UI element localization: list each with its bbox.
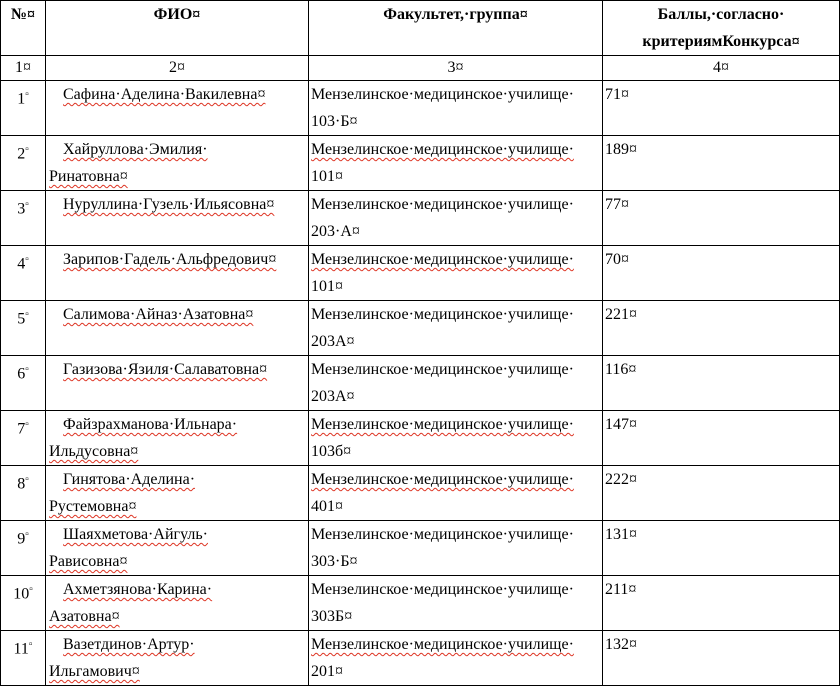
score-value: 221¤ xyxy=(605,306,637,323)
score-cell xyxy=(603,576,840,631)
faculty-cell xyxy=(309,576,603,631)
table-row xyxy=(1,466,840,521)
score-value: 132¤ xyxy=(605,636,637,653)
name-cell xyxy=(46,576,309,631)
row-number: 4 xyxy=(17,255,26,273)
name-cell xyxy=(46,136,309,191)
full-name-line1: Салимова·Айназ·Азатовна¤ xyxy=(63,306,254,323)
row-number-cell xyxy=(1,631,46,686)
full-name-line1: Шаяхметова·Айгуль· xyxy=(63,526,208,543)
score-cell xyxy=(603,466,840,521)
row-number-cell xyxy=(1,466,46,521)
full-name-line2: Ильдусовна¤ xyxy=(49,443,139,460)
faculty-line2: 103·Б¤ xyxy=(311,113,358,130)
full-name-line1: Гинятова·Аделина· xyxy=(63,471,196,488)
faculty-cell xyxy=(309,356,603,411)
header-score-line2: критериямКонкурса¤ xyxy=(642,33,800,50)
faculty-line1: Мензелинское·медицинское·училище· xyxy=(311,306,574,323)
name-cell xyxy=(46,191,309,246)
full-name-line2: Ильгамович¤ xyxy=(49,663,140,680)
faculty-line2: 201¤ xyxy=(311,663,343,680)
name-cell xyxy=(46,301,309,356)
column-number-3: 3¤ xyxy=(309,56,603,81)
row-number-cell xyxy=(1,576,46,631)
faculty-line1: Мензелинское·медицинское·училище· xyxy=(311,141,574,158)
cell-end-mark: ▫ xyxy=(25,419,29,430)
row-number: 7 xyxy=(17,420,26,438)
faculty-line1: Мензелинское·медицинское·училище· xyxy=(311,86,574,103)
name-cell xyxy=(46,466,309,521)
header-score xyxy=(603,1,840,56)
row-number: 2 xyxy=(17,145,26,163)
full-name-line1: Сафина·Аделина·Вакилевна¤ xyxy=(63,86,266,103)
faculty-line2: 103б¤ xyxy=(311,443,352,460)
faculty-cell xyxy=(309,631,603,686)
cell-end-mark: ▫ xyxy=(25,309,29,320)
full-name-line1: Хайруллова·Эмилия· xyxy=(63,141,208,158)
header-score-line1: Баллы,·согласно· xyxy=(657,6,785,23)
score-cell xyxy=(603,411,840,466)
faculty-line1: Мензелинское·медицинское·училище· xyxy=(311,251,574,268)
score-value: 147¤ xyxy=(605,416,637,433)
table-row xyxy=(1,356,840,411)
faculty-cell xyxy=(309,411,603,466)
row-number: 11 xyxy=(13,640,29,658)
score-value: 211¤ xyxy=(605,581,637,598)
name-cell xyxy=(46,521,309,576)
score-cell xyxy=(603,631,840,686)
full-name-line2: Азатовна¤ xyxy=(49,608,120,625)
faculty-line2: 203·А¤ xyxy=(311,223,360,240)
full-name-line2: Ринатовна¤ xyxy=(49,168,128,185)
column-numbering-row xyxy=(1,56,840,81)
faculty-cell xyxy=(309,136,603,191)
cell-end-mark: ▫ xyxy=(25,474,29,485)
column-number-4: 4¤ xyxy=(603,56,840,81)
row-number-cell xyxy=(1,411,46,466)
cell-end-mark: ▫ xyxy=(25,364,29,375)
row-number-cell xyxy=(1,246,46,301)
row-number: 1 xyxy=(17,90,26,108)
row-number-cell xyxy=(1,301,46,356)
full-name-line1: Газизова·Язиля·Салаватовна¤ xyxy=(63,361,268,378)
score-value: 222¤ xyxy=(605,471,637,488)
cell-end-mark: ▫ xyxy=(25,89,29,100)
faculty-line1: Мензелинское·медицинское·училище· xyxy=(311,361,574,378)
header-faculty: Факультет,·группа¤ xyxy=(309,1,603,56)
row-number-cell xyxy=(1,191,46,246)
score-value: 71¤ xyxy=(605,86,629,103)
faculty-cell xyxy=(309,301,603,356)
name-cell xyxy=(46,411,309,466)
faculty-cell xyxy=(309,466,603,521)
header-name: ФИО¤ xyxy=(46,1,309,56)
row-number: 9 xyxy=(17,530,26,548)
score-cell xyxy=(603,521,840,576)
faculty-line2: 101¤ xyxy=(311,278,343,295)
score-cell xyxy=(603,191,840,246)
full-name-line1: Ахметзянова·Карина· xyxy=(63,581,213,598)
table-row xyxy=(1,301,840,356)
header-number: №¤ xyxy=(1,1,46,56)
score-value: 70¤ xyxy=(605,251,629,268)
table-row xyxy=(1,521,840,576)
faculty-line1: Мензелинское·медицинское·училище· xyxy=(311,196,574,213)
score-cell xyxy=(603,356,840,411)
table-row xyxy=(1,136,840,191)
row-number: 6 xyxy=(17,365,26,383)
cell-end-mark: ▫ xyxy=(28,639,33,650)
faculty-cell xyxy=(309,521,603,576)
faculty-line2: 203А¤ xyxy=(311,388,355,405)
name-cell xyxy=(46,356,309,411)
score-value: 77¤ xyxy=(605,196,629,213)
row-number-cell xyxy=(1,136,46,191)
column-number-1: 1¤ xyxy=(1,56,46,81)
table-row xyxy=(1,81,840,136)
full-name-line1: Зарипов·Гадель·Альфредович¤ xyxy=(63,251,277,268)
cell-end-mark: ▫ xyxy=(29,584,33,595)
cell-end-mark: ▫ xyxy=(25,144,29,155)
faculty-line2: 203А¤ xyxy=(311,333,355,350)
table-row xyxy=(1,246,840,301)
row-number-cell xyxy=(1,356,46,411)
score-cell xyxy=(603,136,840,191)
faculty-cell xyxy=(309,81,603,136)
row-number-cell xyxy=(1,521,46,576)
cell-end-mark: ▫ xyxy=(25,254,29,265)
faculty-line2: 401¤ xyxy=(311,498,343,515)
row-number: 5 xyxy=(17,310,26,328)
faculty-line2: 303Б¤ xyxy=(311,608,353,625)
faculty-line2: 101¤ xyxy=(311,168,343,185)
header-row xyxy=(1,1,840,56)
row-number: 8 xyxy=(17,475,26,493)
row-number-cell xyxy=(1,81,46,136)
cell-end-mark: ▫ xyxy=(25,529,29,540)
name-cell xyxy=(46,631,309,686)
full-name-line2: Рустемовна¤ xyxy=(49,498,137,515)
column-number-2: 2¤ xyxy=(46,56,309,81)
name-cell xyxy=(46,246,309,301)
table-row xyxy=(1,631,840,686)
full-name-line1: Файзрахманова·Ильнара· xyxy=(63,416,238,433)
score-cell xyxy=(603,301,840,356)
faculty-line1: Мензелинское·медицинское·училище· xyxy=(311,471,574,488)
score-value: 116¤ xyxy=(605,361,637,378)
table-row xyxy=(1,191,840,246)
name-cell xyxy=(46,81,309,136)
faculty-line1: Мензелинское·медицинское·училище· xyxy=(311,581,574,598)
full-name-line1: Вазетдинов·Артур· xyxy=(63,636,195,653)
faculty-cell xyxy=(309,191,603,246)
full-name-line2: Рависовна¤ xyxy=(49,553,128,570)
row-number: 10 xyxy=(13,585,30,603)
full-name-line1: Нуруллина·Гузель·Ильясовна¤ xyxy=(63,196,275,213)
faculty-line1: Мензелинское·медицинское·училище· xyxy=(311,526,574,543)
score-value: 131¤ xyxy=(605,526,637,543)
faculty-line2: 303·Б¤ xyxy=(311,553,358,570)
faculty-cell xyxy=(309,246,603,301)
table-row xyxy=(1,576,840,631)
faculty-line1: Мензелинское·медицинское·училище· xyxy=(311,636,574,653)
table-row xyxy=(1,411,840,466)
score-value: 189¤ xyxy=(605,141,637,158)
score-cell xyxy=(603,81,840,136)
cell-end-mark: ▫ xyxy=(25,199,29,210)
faculty-line1: Мензелинское·медицинское·училище· xyxy=(311,416,574,433)
score-cell xyxy=(603,246,840,301)
row-number: 3 xyxy=(17,200,26,218)
